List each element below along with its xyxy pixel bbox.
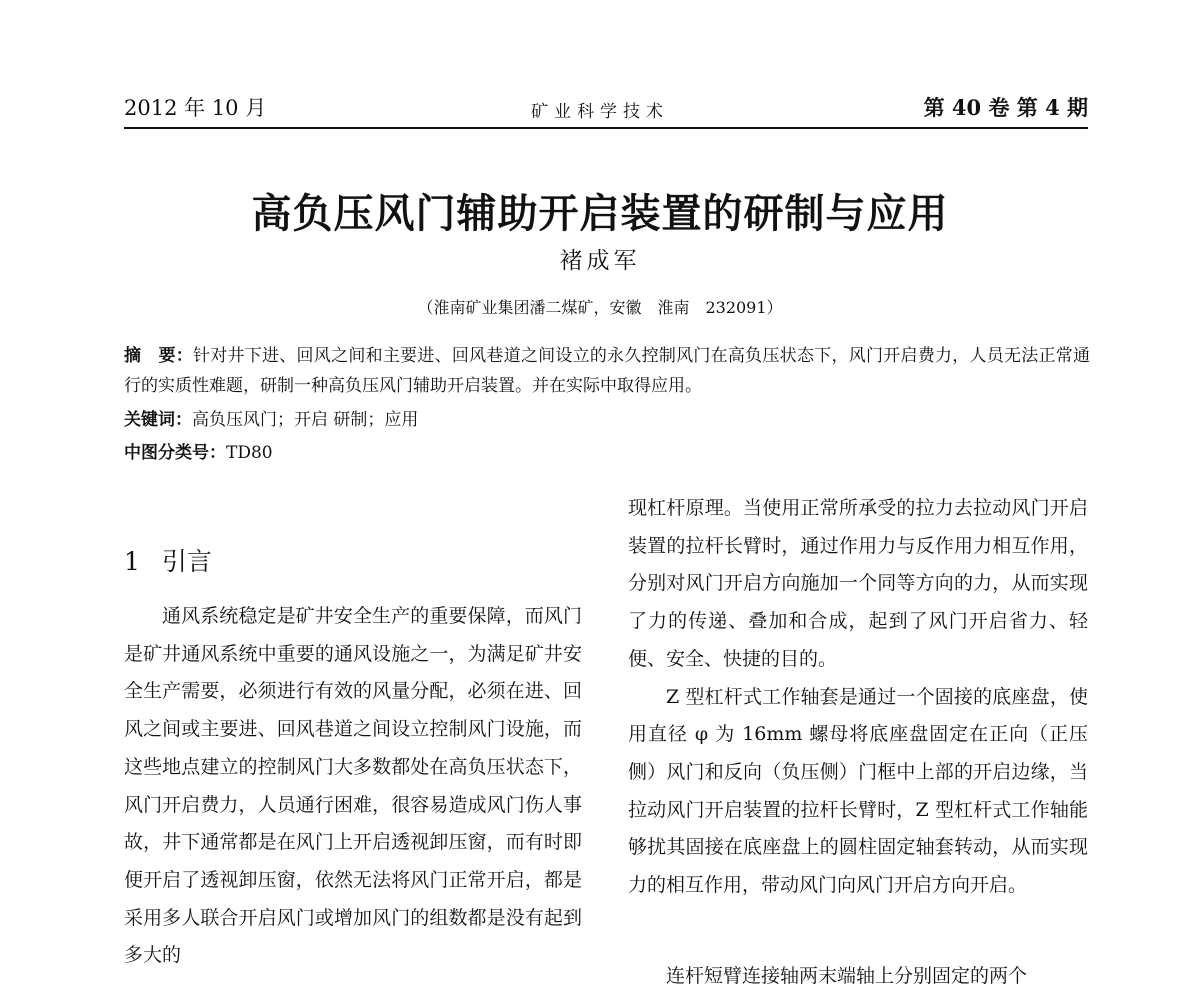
header-rule	[124, 127, 1088, 129]
abstract	[124, 341, 1090, 401]
classification	[124, 438, 273, 463]
keywords-text: 高负压风门；开启 研制；应用	[192, 410, 419, 430]
abstract-text: 针对井下进、回风之间和主要进、回风巷道之间设立的永久控制风门在高负压状态下，风门开启费力，人员无法正常通行的实质性难题，研制一种高负压风门辅助开启装置。并在实际中取得应用。	[124, 346, 1091, 396]
volume-issue: 第 40 卷 第 4 期	[923, 95, 1088, 120]
article-author: 褚成军	[559, 248, 641, 274]
classification-code: TD80	[226, 443, 273, 463]
section-heading	[124, 542, 212, 578]
keywords-label: 关键词：	[124, 410, 192, 430]
body-paragraph: 通风系统稳定是矿井安全生产的重要保障，而风门是矿井通风系统中重要的通风设施之一，为满足矿井安全生产需要，必须进行有效的风量分配，必须在进、回风之间或主要进、回风巷道之间设立控制风门设施，而这些地点建立的控制风门大多数都处在高负压状态下，风门开启费力，人员通行困难，很容易造成风门伤人事故，井下通常都是在风门上开启透视卸压窗，而有时即便开启了透视卸压窗，依然无法将风门正常开启，都是采用多人联合开启风门或增加风门的组数都是没有起到多大的	[124, 605, 582, 967]
section-number: 1	[124, 547, 140, 576]
keywords	[124, 405, 418, 430]
classification-label: 中图分类号：	[124, 443, 226, 463]
abstract-label: 摘 要：	[124, 346, 194, 366]
right-column	[628, 490, 1088, 905]
section-title: 引言	[161, 547, 212, 576]
issue-date: 2012 年 10 月	[124, 96, 267, 120]
journal-name: 矿业科学技术	[531, 102, 669, 122]
body-paragraph-cut: 连杆短臂连接轴两末端轴上分别固定的两个	[666, 965, 1028, 987]
body-paragraph: Z 型杠杆式工作轴套是通过一个固接的底座盘，使用直径 φ 为 16mm 螺母将底座盘固定在正向（正压侧）风门和反向（负压侧）门框中上部的开启边缘，当拉动风门开启装置的拉杆长臂时，Z 型杠杆式工作轴能够扰其固接在底座盘上的圆柱固定轴套转动，从而实现力的相互作用，带动风门向风门开启方向开启。	[628, 685, 1088, 897]
author-affiliation: （淮南矿业集团潘二煤矿，安徽 淮南 232091）	[417, 298, 783, 317]
article-title: 高负压风门辅助开启装置的研制与应用	[251, 190, 949, 237]
body-paragraph: 现杠杆原理。当使用正常所承受的拉力去拉动风门开启装置的拉杆长臂时，通过作用力与反作用力相互作用，分别对风门开启方向施加一个同等方向的力，从而实现了力的传递、叠加和合成，起到了风门开启省力、轻便、安全、快捷的目的。	[628, 497, 1088, 670]
left-column	[124, 598, 582, 975]
